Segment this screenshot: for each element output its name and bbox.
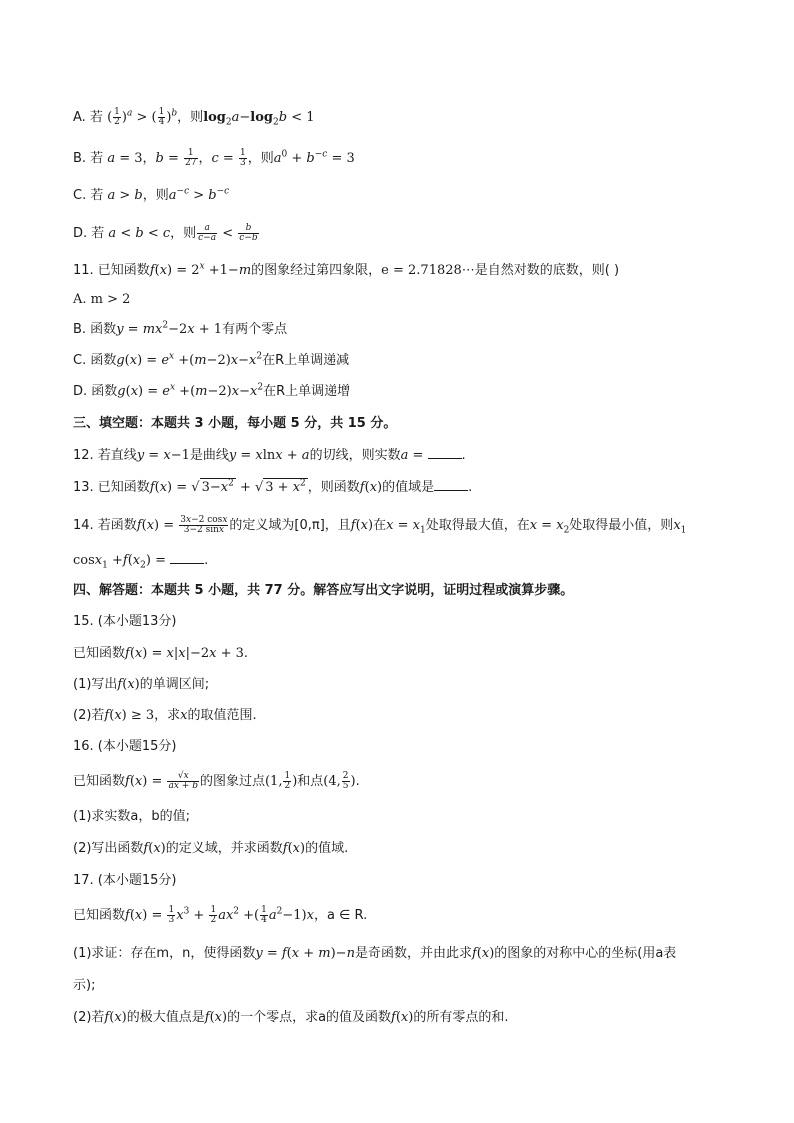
text: (2)若: [73, 708, 105, 723]
answer-blank[interactable]: [170, 551, 204, 564]
text: ，求: [154, 708, 181, 723]
text: 的所有零点的和.: [413, 1010, 509, 1025]
q17-stem: 已知函数f(x) = $\frac{1}{3}$ $x^3$ + $\frac{1}{2}$ $ax^2$ +( $\frac{1}{4}$ $a^2-1)x$，a ∈ R.: [73, 905, 368, 925]
text: 的切线，则实数: [309, 448, 401, 463]
text: ，则: [177, 110, 204, 125]
text: D. 函数: [73, 384, 118, 399]
text: 处取得最小值，则: [569, 518, 674, 533]
frac: $\frac{3x-2 \cos x}{3-2 \sin x}$: [180, 515, 228, 535]
q11-option-c: C. 函数$g(x) = e^x +(m-2)x-x^2$在R上单调递减: [73, 351, 350, 368]
q15-header: 15. (本小题13分): [73, 614, 177, 629]
label: B. 若: [73, 151, 104, 166]
frac: $\frac{1}{3}$: [168, 905, 175, 925]
q14-line2: $\cos x_1 +f(x_2)$ = .: [73, 553, 209, 571]
q16-part2: (2)写出函数f(x)的定义域，并求函数f(x)的值域.: [73, 841, 349, 856]
text: .: [468, 480, 473, 495]
text: 的值域是: [382, 480, 435, 495]
frac: $\frac{1}{2}$: [210, 905, 217, 925]
frac: $\frac{b}{c-b}$: [239, 223, 258, 243]
q16-header: 16. (本小题15分): [73, 739, 177, 754]
text: = 3: [327, 151, 355, 166]
q17-header: 17. (本小题15分): [73, 873, 177, 888]
text: ，: [198, 151, 212, 166]
text: 已知函数: [73, 774, 126, 789]
frac: $\frac{2}{5}$: [342, 771, 349, 791]
q17-part1-cont: 示);: [73, 978, 96, 993]
text: 的极大值点是: [126, 1010, 205, 1025]
q15-part1: (1)写出f(x)的单调区间;: [73, 677, 210, 692]
text: 已知函数: [73, 908, 126, 923]
text: 的值域.: [305, 841, 349, 856]
q16-part1: (1)求实数a，b的值;: [73, 809, 191, 824]
text: B. 函数: [73, 322, 117, 337]
answer-blank[interactable]: [434, 478, 468, 491]
text: C. 函数: [73, 353, 117, 368]
text: 的取值范围.: [187, 708, 257, 723]
text: 在R上单调递增: [263, 384, 351, 399]
q17-part1: (1)求证：存在m，n，使得函数y = f(x + m)−n是奇函数，并由此求f(x)的图象的对称中心的坐标(用a表: [73, 946, 677, 961]
q15-part2: (2)若f(x) ≥ 3，求x的取值范围.: [73, 708, 257, 723]
q12: 12. 若直线y = x−1是曲线y = xlnx + a的切线，则实数a = .: [73, 448, 466, 463]
text: < 1: [287, 110, 315, 125]
text: 11. 已知函数: [73, 263, 150, 278]
text: A. m > 2: [73, 292, 131, 307]
q17-part2: (2)若f(x)的极大值点是f(x)的一个零点，求a的值及函数f(x)的所有零点的和.: [73, 1010, 509, 1025]
text: .: [461, 448, 466, 463]
q14-line1: 14. 若函数f(x) = $\frac{3x-2 \cos x}{3-2 \sin x}$ 的定义域为[0,π]，且f(x)在$x = x_1$处取得最大值，在$x = x_2$处取得最小值，则$x_1$: [73, 515, 687, 536]
text: ，: [142, 151, 156, 166]
text: 已知函数: [73, 646, 126, 661]
text: (1)写出: [73, 677, 118, 692]
text: 的定义域，并求函数: [165, 841, 283, 856]
text: 和点: [297, 774, 324, 789]
frac: $\frac{√x}{ax + b}$: [168, 771, 198, 791]
text: .: [243, 646, 249, 661]
text: ，则: [170, 226, 197, 241]
label: C. 若: [73, 188, 104, 203]
text: 有两个零点: [222, 322, 288, 337]
q16-stem: 已知函数f(x) = $\frac{√x}{ax + b}$ 的图象过点(1, $\frac{1}{2}$ )和点(4, $\frac{2}{5}$ ).: [73, 771, 360, 791]
text: (2)写出函数: [73, 841, 144, 856]
text: 13. 已知函数: [73, 480, 150, 495]
text: 是曲线: [189, 448, 229, 463]
q11-option-b: B. 函数$y = mx^2-2x + 1$有两个零点: [73, 320, 288, 337]
text: 的定义域为[0,π]，且: [229, 518, 351, 533]
text: 是自然对数的底数，则( ): [474, 263, 620, 278]
q11-option-a: [73, 291, 754, 309]
frac: $\frac{1}{4}$: [158, 107, 165, 127]
q10-option-d: D. 若 a < b < c，则 $\frac{a}{c-a}$ < $\frac{b}{c-b}$: [73, 223, 258, 243]
q11-option-d: D. 函数$g(x) = e^x +(m-2)x-x^2$在R上单调递增: [73, 382, 351, 399]
frac: $\frac{a}{c-a}$: [198, 223, 217, 243]
q10-option-b: B. 若 a = 3，b = $\frac{1}{27}$ ，c = $\frac{1}{3}$ ，则$a^0 + b^{-c} = 3$: [73, 148, 355, 168]
q10-option-a: A. 若 ( $\frac{1}{2}$ )$^a$ > ( $\frac{1}{4}$ )$^b$，则$\log_2a-\log_2b < 1$: [73, 107, 315, 128]
q11-stem: 11. 已知函数$f(x) = 2^x +1-m$的图象经过第四象限，e = 2.71828⋯是自然对数的底数，则( ): [73, 261, 620, 278]
text: e = 2.71828⋯: [381, 263, 475, 278]
q10-option-c: C. 若 a > b，则$a^{-c} > b^{-c}$: [73, 186, 230, 203]
text: ，则: [247, 151, 274, 166]
q13: 13. 已知函数f(x) = √ $3-x^2$ + √ $3 + x^2$ ，则函数f(x)的值域是 .: [73, 478, 473, 495]
text: 的图象的对称中心的坐标(用a表: [494, 946, 677, 961]
frac: $\frac{1}{4}$: [261, 905, 267, 925]
frac: $\frac{1}{27}$: [185, 148, 197, 168]
text: (2)若: [73, 1010, 105, 1025]
text: ，则函数: [307, 480, 360, 495]
text: 的一个零点，求a的值及函数: [227, 1010, 392, 1025]
text: 的图象过点: [199, 774, 265, 789]
label: D. 若: [73, 226, 105, 241]
text: 14. 若函数: [73, 518, 137, 533]
text: 的图象经过第四象限，: [251, 263, 382, 278]
q15-stem: 已知函数f(x) = x|x|−2x + 3.: [73, 646, 249, 661]
frac: $\frac{1}{3}$: [239, 148, 246, 168]
frac: $\frac{1}{2}$: [284, 771, 291, 791]
text: .: [204, 553, 209, 568]
text: 是奇函数，并由此求: [354, 946, 472, 961]
section-4-title: 四、解答题：本题共 5 小题，共 77 分。解答应写出文字说明，证明过程或演算步骤。: [73, 583, 574, 598]
text: ，a ∈ R.: [313, 908, 368, 923]
text: .: [355, 774, 360, 789]
text: 12. 若直线: [73, 448, 137, 463]
section-3-title: 三、填空题：本题共 3 小题，每小题 5 分，共 15 分。: [73, 416, 397, 431]
text: 的单调区间;: [139, 677, 210, 692]
text: 处取得最大值，在: [425, 518, 530, 533]
label: A. 若: [73, 110, 103, 125]
text: 在R上单调递减: [262, 353, 350, 368]
text: (1)求证：存在m，n，使得函数: [73, 946, 256, 961]
answer-blank[interactable]: [428, 446, 462, 459]
frac: $\frac{1}{2}$: [114, 107, 120, 127]
text: ，则: [142, 188, 169, 203]
